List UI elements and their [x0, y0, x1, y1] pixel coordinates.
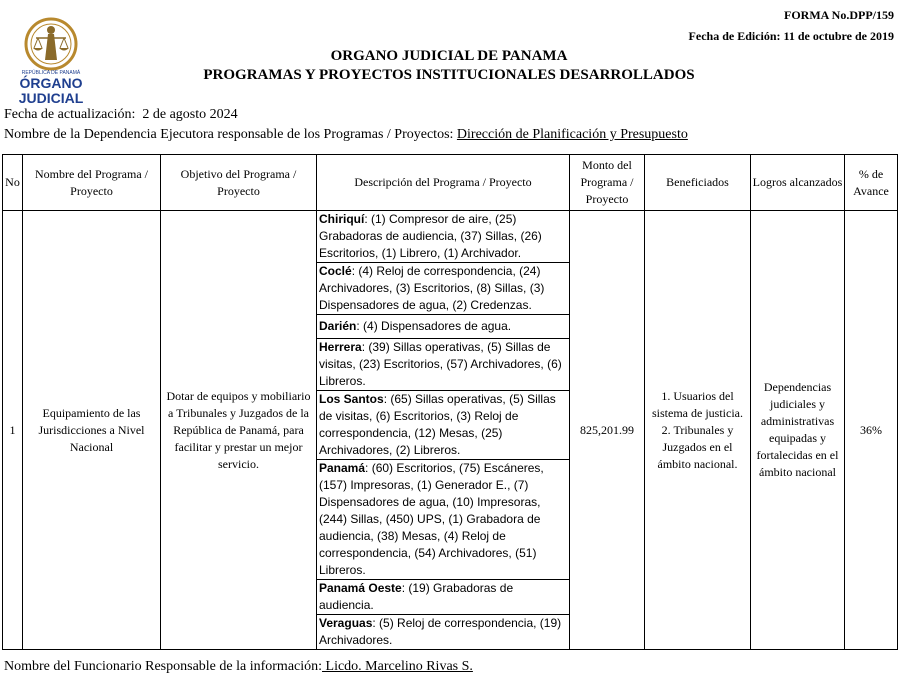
- cell-descripcion: [317, 211, 570, 650]
- table-header-row: [3, 155, 898, 211]
- programs-table: [2, 154, 898, 650]
- organization-title: ORGANO JUDICIAL DE PANAMA: [330, 48, 568, 64]
- col-header-objetivo: Objetivo del Programa / Proyecto: [161, 155, 317, 211]
- cell-objetivo: Dotar de equipos y mobiliario a Tribunales y Juzgados de la República de Panamá, para facilitar y prestar un mejor servicio.: [161, 211, 317, 650]
- col-header-monto: Monto del Programa / Proyecto: [570, 155, 645, 211]
- responsible-official-line: [4, 659, 473, 675]
- col-header-no: No: [3, 155, 23, 211]
- description-block-chiriqui: Chiriquí: (1) Compresor de aire, (25) Grabadoras de audiencia, (37) Sillas, (26) Escritorios, (1) Librero, (1) Archivador.: [317, 211, 569, 263]
- update-date-value: 2 de agosto 2024: [142, 107, 238, 122]
- cell-no: 1: [3, 211, 23, 650]
- description-block-panama: Panamá: (60) Escritorios, (75) Escáneres, (157) Impresoras, (1) Generador E., (7) Dispensadores de agua, (10) Impresoras, (244) Sillas, (450) UPS, (1) Grabadora de audiencia, (38) Mesas, (4) Reloj de correspondencia, (54) Archivadores, (51) Libreros.: [317, 460, 569, 580]
- svg-text:JUDICIAL: JUDICIAL: [18, 90, 84, 106]
- description-block-panama-oeste: Panamá Oeste: (19) Grabadoras de audiencia.: [317, 580, 569, 615]
- edition-date: Fecha de Edición: 11 de octubre de 2019: [688, 29, 894, 43]
- description-block-veraguas: Veraguas: (5) Reloj de correspondencia, (19) Archivadores.: [319, 616, 562, 647]
- col-header-avance: % de Avance: [845, 155, 898, 211]
- document-title: PROGRAMAS Y PROYECTOS INSTITUCIONALES DESARROLLADOS: [203, 67, 695, 83]
- cell-logros: Dependencias judiciales y administrativas equipadas y fortalecidas en el ámbito nacional: [751, 211, 845, 650]
- col-header-logros: Logros alcanzados: [751, 155, 845, 211]
- col-header-beneficiados: Beneficiados: [645, 155, 751, 211]
- description-block-los-santos: Los Santos: (65) Sillas operativas, (5) Sillas de visitas, (6) Escritorios, (3) Reloj de correspondencia, (12) Mesas, (25) Archivadores, (2) Libreros.: [317, 391, 569, 460]
- update-date-line: [4, 107, 238, 123]
- description-block-herrera: Herrera: (39) Sillas operativas, (5) Sillas de visitas, (23) Escritorios, (57) Archivadores, (6) Libreros.: [317, 339, 569, 391]
- col-header-descripcion: Descripción del Programa / Proyecto: [317, 155, 570, 211]
- dependency-line: [4, 127, 688, 143]
- responsible-official-value: Licdo. Marcelino Rivas S.: [322, 659, 473, 674]
- cell-avance: 36%: [845, 211, 898, 650]
- svg-text:ÓRGANO: ÓRGANO: [19, 75, 83, 91]
- description-block-cocle: Coclé: (4) Reloj de correspondencia, (24) Archivadores, (3) Escritorios, (8) Sillas, (3) Dispensadores de agua, (2) Credenzas.: [317, 263, 569, 315]
- cell-nombre: Equipamiento de las Jurisdicciones a Nivel Nacional: [23, 211, 161, 650]
- update-date-label: Fecha de actualización:: [4, 107, 136, 122]
- description-block-darien: Darién: (4) Dispensadores de agua.: [317, 315, 569, 339]
- cell-monto: 825,201.99: [570, 211, 645, 650]
- form-number: FORMA No.DPP/159: [784, 8, 894, 22]
- svg-text:REPÚBLICA DE PANAMÁ: REPÚBLICA DE PANAMÁ: [21, 70, 81, 76]
- dependency-label: Nombre de la Dependencia Ejecutora responsable de los Programas / Proyectos:: [4, 127, 454, 142]
- col-header-nombre: Nombre del Programa / Proyecto: [23, 155, 161, 211]
- responsible-official-label: Nombre del Funcionario Responsable de la información:: [4, 659, 323, 674]
- table-row: [3, 211, 898, 650]
- dependency-value: Dirección de Planificación y Presupuesto: [456, 127, 688, 142]
- cell-beneficiados: 1. Usuarios del sistema de justicia. 2. Tribunales y Juzgados en el ámbito nacional.: [645, 211, 751, 650]
